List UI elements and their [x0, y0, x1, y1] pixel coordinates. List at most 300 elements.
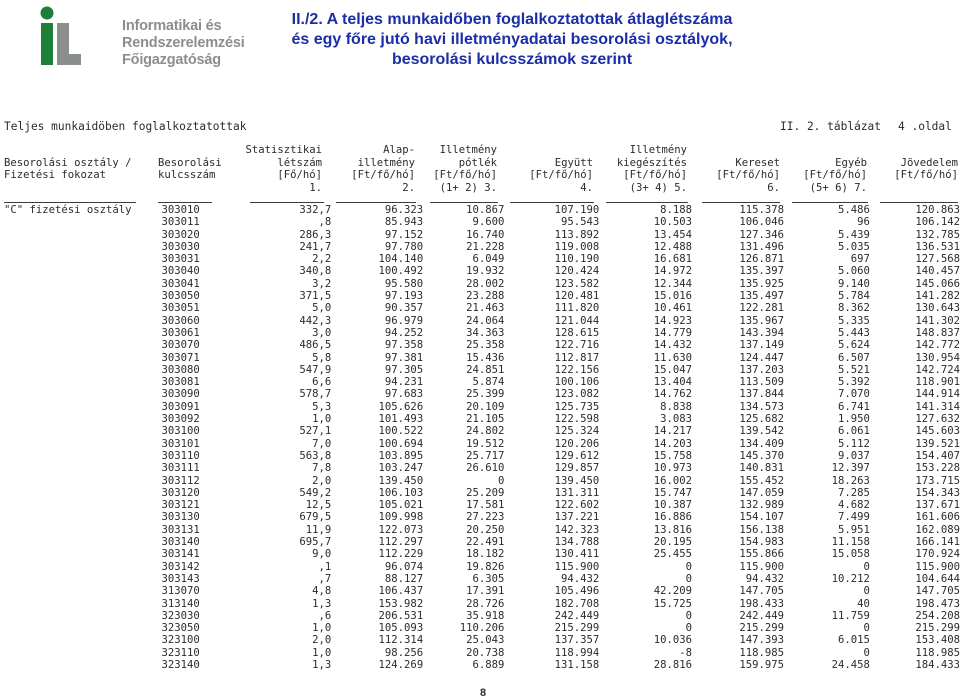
table-cell: 18.182 [466, 548, 505, 561]
table-cell: 139.542 [739, 425, 784, 438]
column-header-c3-line-2: illetmény [357, 156, 415, 169]
table-cell [0, 536, 154, 548]
table-row [0, 438, 960, 450]
table-cell: 34.363 [466, 326, 505, 339]
table-cell: 115.378 [739, 204, 784, 216]
table-cell: 10.973 [653, 462, 693, 475]
table-cell: 97.152 [384, 228, 424, 241]
table-cell: 25.717 [466, 449, 505, 462]
table-cell [0, 413, 154, 425]
table-cell [0, 352, 154, 364]
table-cell: 15.747 [653, 486, 693, 499]
table-row [0, 216, 960, 228]
table-cell: 100.492 [378, 265, 424, 278]
table-cell: 96.979 [384, 314, 424, 327]
table-cell: 215.299 [915, 622, 960, 635]
table-cell: 303051 [161, 302, 200, 315]
table-cell: 16.681 [653, 253, 693, 266]
table-cell: 323030 [161, 609, 200, 622]
table-cell: 118.901 [915, 376, 960, 389]
table-cell: 5.874 [472, 376, 505, 389]
table-cell: 159.975 [739, 658, 784, 671]
column-header-c7-line-4: 6. [767, 181, 780, 194]
table-row [0, 573, 960, 585]
table-cell: 10.461 [653, 302, 693, 315]
table-row [0, 278, 960, 290]
table-cell [0, 253, 154, 265]
column-header-c2-line-1: Statisztikai [245, 144, 322, 156]
table-cell: 141.314 [915, 400, 960, 413]
table-cell: 6.049 [472, 253, 505, 266]
table-cell: 140.457 [915, 265, 960, 278]
table-cell: 97.358 [384, 339, 424, 352]
table-cell: 303041 [161, 277, 200, 290]
table-cell: 11.158 [831, 536, 870, 549]
table-cell: 313070 [161, 585, 200, 598]
page-number: 8 [479, 687, 487, 699]
table-cell: 1,3 [312, 597, 332, 610]
table-cell [0, 241, 154, 253]
table-cell: 241,7 [299, 240, 332, 253]
table-cell: 145.603 [915, 425, 960, 438]
table-cell [0, 376, 154, 388]
column-header-c2-line-4: 1. [309, 181, 322, 194]
table-cell: 20.109 [466, 400, 505, 413]
table-row [0, 585, 960, 597]
table-row [0, 450, 960, 462]
table-cell: 5.486 [838, 204, 870, 216]
column-header-c8-line-2: Egyéb [835, 156, 867, 169]
report-title [232, 10, 792, 70]
table-cell: 0 [685, 560, 693, 573]
table-row [0, 511, 960, 523]
column-header-c2-line-3: [Fő/hó] [277, 169, 322, 181]
table-cell: 5.784 [838, 290, 870, 303]
table-cell: 5.624 [838, 339, 870, 352]
table-cell: 0 [498, 474, 505, 487]
table-cell: 130.643 [915, 302, 960, 315]
table-cell: 182.708 [554, 597, 600, 610]
table-cell: 100.694 [378, 437, 424, 450]
table-cell: 137.671 [915, 499, 960, 512]
table-cell: 112.229 [378, 548, 424, 561]
table-cell: 303111 [161, 462, 200, 475]
table-cell: 697 [850, 253, 870, 266]
table-cell: 303143 [161, 572, 200, 585]
table-cell [0, 229, 154, 241]
table-cell: 141.282 [915, 290, 960, 303]
table-cell: 11.759 [831, 609, 870, 622]
table-row [0, 598, 960, 610]
table-cell: 0 [685, 622, 693, 635]
table-cell: 20.195 [653, 536, 693, 549]
table-cell: 1.950 [838, 413, 870, 426]
table-cell: 97.305 [384, 363, 424, 376]
table-cell: ,7 [318, 572, 332, 585]
table-cell: 12.344 [653, 277, 693, 290]
table-cell: 198.433 [739, 597, 784, 610]
table-cell: 104.140 [378, 253, 424, 266]
table-cell: 147.059 [739, 486, 784, 499]
table-cell: 303100 [161, 425, 200, 438]
logo-text [122, 18, 245, 69]
header-rule [510, 202, 594, 203]
table-cell: 0 [863, 622, 870, 635]
table-cell: 3.083 [660, 413, 693, 426]
table-cell: 135.967 [739, 314, 784, 327]
table-cell: 130.411 [554, 548, 600, 561]
table-row [0, 339, 960, 351]
table-row [0, 634, 960, 646]
table-cell: 486,5 [299, 339, 332, 352]
table-cell: 303121 [161, 499, 200, 512]
table-cell: 122.602 [554, 499, 600, 512]
table-cell: 5,3 [312, 400, 332, 413]
column-header-c4-line-1: Illetmény [439, 144, 497, 156]
table-cell: 9,0 [312, 548, 332, 561]
table-cell: 166.141 [915, 536, 960, 549]
table-cell: 5,0 [312, 302, 332, 315]
table-cell: 303061 [161, 326, 200, 339]
table-row [0, 302, 960, 314]
table-cell: 126.871 [739, 253, 784, 266]
table-cell [0, 499, 154, 511]
table-cell: 105.093 [378, 622, 424, 635]
table-cell: 303031 [161, 253, 200, 266]
table-cell: 118.985 [739, 646, 784, 659]
table-cell: 12.488 [653, 240, 693, 253]
table-cell [0, 487, 154, 499]
table-cell: 100.522 [378, 425, 424, 438]
table-cell: 303110 [161, 449, 200, 462]
table-cell: 2,2 [312, 253, 332, 266]
table-cell: 113.892 [554, 228, 600, 241]
table-cell: 109.998 [378, 511, 424, 524]
table-cell: 134.409 [739, 437, 784, 450]
table-cell: 122.281 [739, 302, 784, 315]
table-cell: 131.311 [554, 486, 600, 499]
table-row [0, 425, 960, 437]
table-cell: 0 [863, 646, 870, 659]
table-cell: 0 [863, 585, 870, 598]
table-cell: 10.036 [653, 634, 693, 647]
table-cell: 127.632 [915, 413, 960, 426]
table-cell: 111.820 [554, 302, 600, 315]
table-cell: 106.142 [915, 216, 960, 229]
table-cell: 153.982 [378, 597, 424, 610]
table-cell: 105.496 [554, 585, 600, 598]
table-row [0, 401, 960, 413]
table-cell: 323110 [161, 646, 200, 659]
table-cell: 2,0 [312, 634, 332, 647]
table-cell: 20.250 [466, 523, 505, 536]
table-cell: 148.837 [915, 326, 960, 339]
table-cell: 19.932 [466, 265, 505, 278]
table-cell: 5.521 [838, 363, 870, 376]
table-row [0, 290, 960, 302]
column-header-c7-line-3: [Ft/fő/hó] [716, 169, 780, 181]
table-cell: 0 [685, 609, 693, 622]
table-cell: 142.724 [915, 363, 960, 376]
table-cell: 1,0 [312, 622, 332, 635]
table-cell: 303091 [161, 400, 200, 413]
table-cell: 135.497 [739, 290, 784, 303]
table-row [0, 610, 960, 622]
table-cell: 303112 [161, 474, 200, 487]
table-cell: 303131 [161, 523, 200, 536]
table-cell [0, 647, 154, 659]
table-cell: 115.900 [915, 560, 960, 573]
table-cell: 5.112 [838, 437, 870, 450]
table-cell: 139.450 [378, 474, 424, 487]
table-cell: 124.447 [739, 351, 784, 364]
table-cell: 0 [863, 560, 870, 573]
table-cell: ,6 [318, 609, 332, 622]
table-row [0, 659, 960, 671]
table-cell: 95.543 [560, 216, 600, 229]
table-cell: 9.037 [838, 449, 870, 462]
table-cell: 5.392 [838, 376, 870, 389]
column-header-c4-line-2: pótlék [458, 156, 497, 169]
table-row [0, 364, 960, 376]
table-cell: 679,5 [299, 511, 332, 524]
table-cell: 40 [857, 597, 870, 610]
table-cell: 2,0 [312, 474, 332, 487]
table-cell: 12,5 [305, 499, 332, 512]
column-header-c9-line-3: [Ft/fő/hó] [894, 169, 958, 181]
table-cell [0, 388, 154, 400]
table-cell: 110.190 [554, 253, 600, 266]
table-row [0, 327, 960, 339]
header-rule [792, 202, 868, 203]
table-cell: 11,9 [305, 523, 332, 536]
table-cell: 105.021 [378, 499, 424, 512]
table-cell [0, 265, 154, 277]
table-cell: 127.568 [915, 253, 960, 266]
table-cell: 153.408 [915, 634, 960, 647]
table-row [0, 241, 960, 253]
table-cell [0, 278, 154, 290]
table-row [0, 548, 960, 560]
table-cell: 7,8 [312, 462, 332, 475]
table-cell: 323050 [161, 622, 200, 635]
table-cell: 98.256 [384, 646, 424, 659]
table-cell [0, 573, 154, 585]
table-cell: 21.228 [466, 240, 505, 253]
table-cell: 13.404 [653, 376, 693, 389]
table-cell [0, 659, 154, 671]
table-cell: 97.780 [384, 240, 424, 253]
title-line-3: besorolási kulcsszámok szerint [391, 51, 633, 68]
table-cell: 104.644 [915, 572, 960, 585]
table-cell: 142.323 [554, 523, 600, 536]
table-cell: 7,0 [312, 437, 332, 450]
table-row [0, 265, 960, 277]
table-cell: 25.043 [466, 634, 505, 647]
page-label: 4 .oldal [898, 120, 952, 133]
table-cell: 4,8 [312, 585, 332, 598]
column-header-c6-line-3: [Ft/fő/hó] [623, 169, 687, 181]
table-cell: 15.758 [653, 449, 693, 462]
table-cell [0, 290, 154, 302]
table-cell: 0 [685, 572, 693, 585]
table-row [0, 388, 960, 400]
table-cell: 16.740 [466, 228, 505, 241]
table-cell: 8.362 [838, 302, 870, 315]
table-cell: 103.895 [378, 449, 424, 462]
table-cell: 110.206 [459, 622, 505, 635]
header-rule [336, 202, 416, 203]
table-cell: 103.247 [378, 462, 424, 475]
table-cell: 547,9 [299, 363, 332, 376]
table-cell: 147.393 [739, 634, 784, 647]
table-cell: 124.269 [378, 658, 424, 671]
table-cell: 127.346 [739, 228, 784, 241]
table-cell: 1,0 [312, 646, 332, 659]
header-rule [880, 202, 958, 203]
table-cell: 3,0 [312, 326, 332, 339]
table-cell: 303142 [161, 560, 200, 573]
logo-mark-icon [36, 4, 86, 68]
table-cell: 5.951 [838, 523, 870, 536]
table-cell: 96.074 [384, 560, 424, 573]
table-cell: "C" fizetési osztály [4, 204, 132, 216]
title-line-1: II./2. A teljes munkaidőben foglalkoztatottak átlaglétszáma [291, 11, 733, 28]
table-cell [0, 598, 154, 610]
table-cell: 19.512 [466, 437, 505, 450]
table-cell [0, 438, 154, 450]
table-row [0, 413, 960, 425]
table-row [0, 229, 960, 241]
table-cell: 16.886 [653, 511, 693, 524]
table-cell: 303030 [161, 240, 200, 253]
table-cell: 112.817 [554, 351, 600, 364]
table-row [0, 352, 960, 364]
table-cell: 10.867 [466, 204, 505, 216]
title-line-2: és egy főre jutó havi illetményadatai besorolási osztályok, [291, 31, 733, 48]
table-cell: 5,8 [312, 351, 332, 364]
table-cell: 527,1 [299, 425, 332, 438]
table-cell: 371,5 [299, 290, 332, 303]
header-rule [250, 202, 324, 203]
table-cell: 5.439 [838, 228, 870, 241]
table-cell: 134.788 [554, 536, 600, 549]
table-cell: 137.357 [554, 634, 600, 647]
column-header-c1-line-2: Besorolási [158, 156, 222, 169]
column-header-c7-line-2: Kereset [735, 156, 780, 169]
table-cell: 206.531 [378, 609, 424, 622]
table-cell: 14.762 [653, 388, 693, 401]
table-cell: ,8 [318, 216, 332, 229]
table-cell: 17.391 [466, 585, 505, 598]
table-cell: 7.499 [838, 511, 870, 524]
table-row [0, 499, 960, 511]
table-cell: 28.002 [466, 277, 505, 290]
table-cell: 5.035 [838, 240, 870, 253]
column-header-c8-line-3: [Ft/fő/hó] [803, 169, 867, 181]
table-cell: 145.370 [739, 449, 784, 462]
table-cell: 303101 [161, 437, 200, 450]
table-cell: 101.493 [378, 413, 424, 426]
table-cell: 119.008 [554, 240, 600, 253]
table-cell: 242.449 [554, 609, 600, 622]
table-cell: 100.106 [554, 376, 600, 389]
table-cell: 16.002 [653, 474, 693, 487]
table-cell: 15.725 [653, 597, 693, 610]
table-cell: 19.826 [466, 560, 505, 573]
table-cell: 23.288 [466, 290, 505, 303]
table-cell: 11.630 [653, 351, 693, 364]
table-cell: 156.138 [739, 523, 784, 536]
table-row [0, 622, 960, 634]
table-cell: 162.089 [915, 523, 960, 536]
table-cell: 563,8 [299, 449, 332, 462]
table-cell: 9.600 [472, 216, 505, 229]
header-rule [4, 202, 136, 203]
table-cell: 25.358 [466, 339, 505, 352]
table-cell: 332,7 [299, 204, 332, 216]
table-cell: 303090 [161, 388, 200, 401]
table-cell: 94.432 [560, 572, 600, 585]
table-cell: 24.064 [466, 314, 505, 327]
table-cell: 28.816 [653, 658, 693, 671]
table-cell: 6.061 [838, 425, 870, 438]
table-cell: 155.452 [739, 474, 784, 487]
table-cell: 25.209 [466, 486, 505, 499]
table-cell: 94.252 [384, 326, 424, 339]
table-cell: 7.070 [838, 388, 870, 401]
header-rule [430, 202, 498, 203]
table-cell: 25.455 [653, 548, 693, 561]
table-cell: 154.983 [739, 536, 784, 549]
table-cell: 21.105 [466, 413, 505, 426]
logo-line-1: Informatikai és [122, 18, 222, 34]
table-cell: 105.626 [378, 400, 424, 413]
table-cell [0, 216, 154, 228]
table-cell: 120.481 [554, 290, 600, 303]
table-cell: 303050 [161, 290, 200, 303]
table-cell: 122.598 [554, 413, 600, 426]
column-header-c9-line-2: Jövedelem [900, 156, 958, 169]
table-cell: 155.866 [739, 548, 784, 561]
table-cell: 5.443 [838, 326, 870, 339]
table-cell: 122.073 [378, 523, 424, 536]
table-cell: 13.454 [653, 228, 693, 241]
table-cell: 303141 [161, 548, 200, 561]
table-cell: 1,0 [312, 413, 332, 426]
table-cell: 137.203 [739, 363, 784, 376]
table-cell: 578,7 [299, 388, 332, 401]
table-cell: 125.735 [554, 400, 600, 413]
table-cell: 242.449 [739, 609, 784, 622]
table-cell: 303120 [161, 486, 200, 499]
table-cell: 154.407 [915, 449, 960, 462]
table-cell: 22.491 [466, 536, 505, 549]
table-cell: 90.357 [384, 302, 424, 315]
table-cell: 14.779 [653, 326, 693, 339]
table-cell: 7.285 [838, 486, 870, 499]
table-cell: 134.573 [739, 400, 784, 413]
table-cell: 107.190 [554, 204, 600, 216]
column-header-c6-line-2: kiegészítés [616, 156, 687, 169]
table-cell: 303080 [161, 363, 200, 376]
table-cell: 303070 [161, 339, 200, 352]
table-cell: 6.015 [838, 634, 870, 647]
table-cell: 24.458 [831, 658, 870, 671]
table-cell: 15.047 [653, 363, 693, 376]
table-cell: 118.985 [915, 646, 960, 659]
table-cell: 3,2 [312, 277, 332, 290]
